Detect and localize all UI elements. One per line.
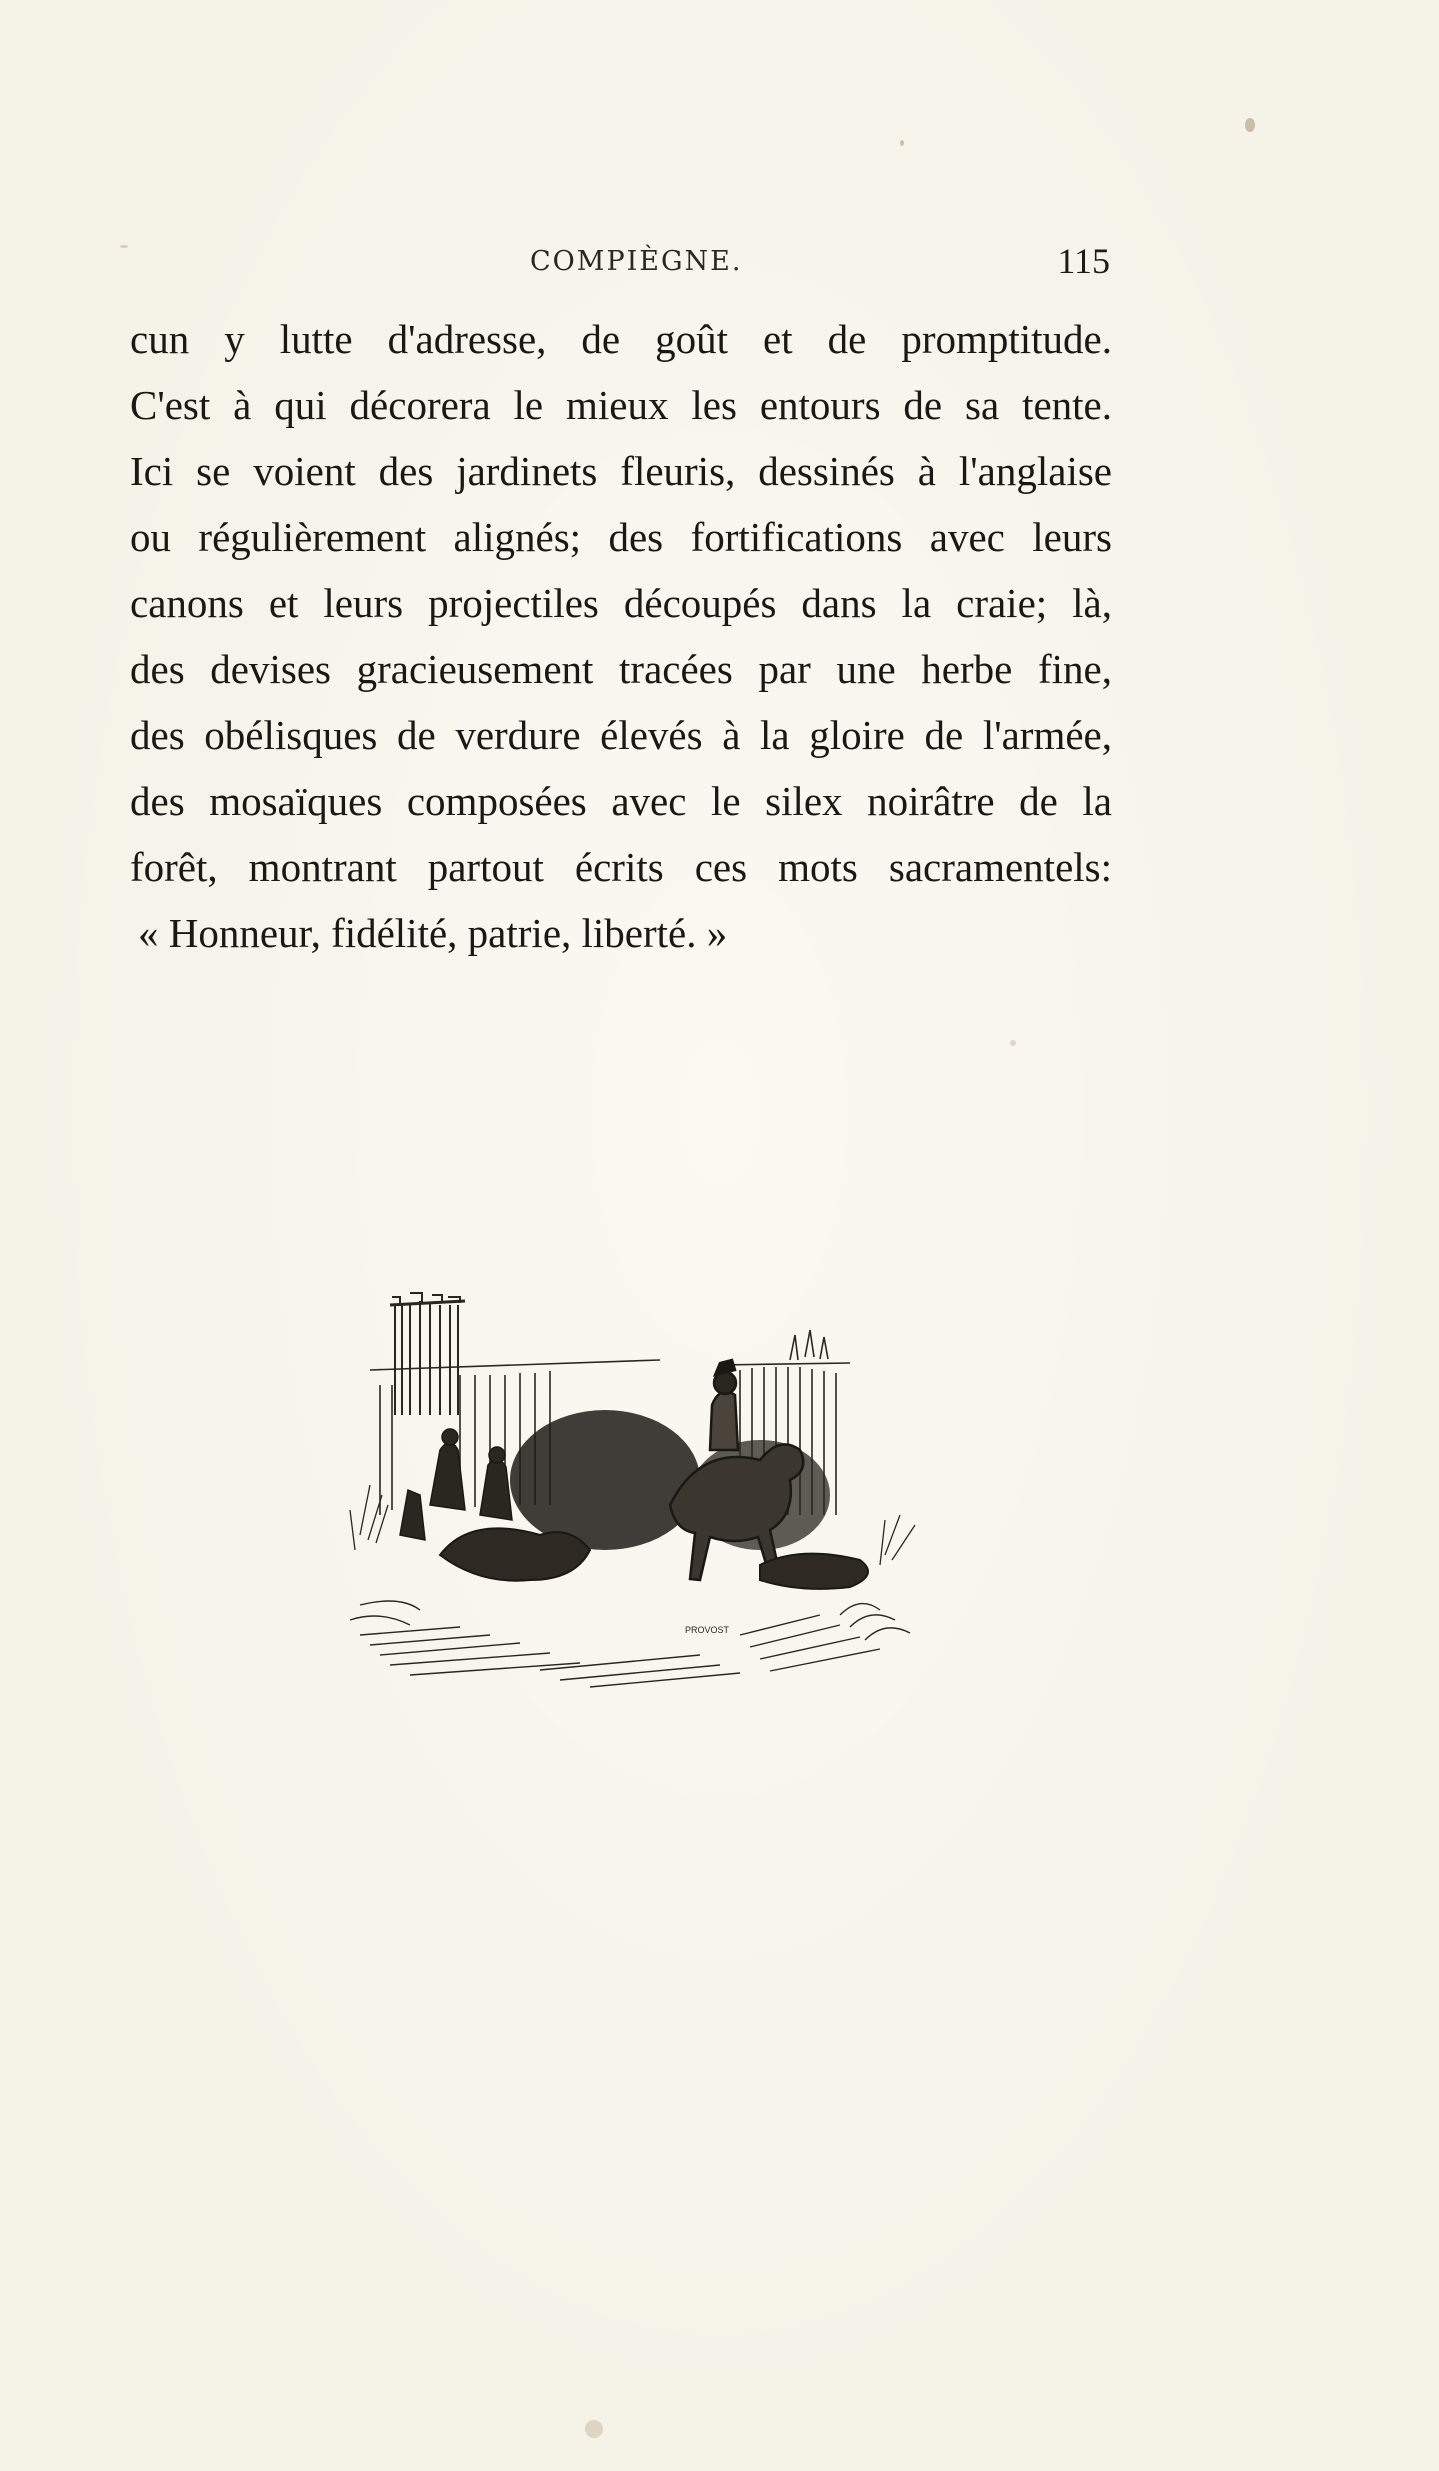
text-line: Ici se voient des jardinets fleuris, dessinés à l'anglaise — [130, 448, 1112, 494]
text-line: des obélisques de verdure élevés à la gloire de l'armée, — [130, 712, 1112, 758]
text-line: ou régulièrement alignés; des fortifications avec leurs — [130, 514, 1112, 560]
text-line: forêt, montrant partout écrits ces mots sacramentels: — [130, 844, 1112, 890]
body-paragraph — [130, 306, 1112, 966]
text-line: des mosaïques composées avec le silex noirâtre de la — [130, 778, 1112, 824]
artist-signature: PROVOST — [685, 1625, 730, 1635]
text-line: des devises gracieusement tracées par une herbe fine, — [130, 646, 1112, 692]
castle-tower — [390, 1293, 465, 1415]
ground-hatching — [350, 1601, 910, 1687]
soldiers — [400, 1429, 512, 1540]
text-line: canons et leurs projectiles découpés dans la craie; là, — [130, 580, 1112, 626]
running-head — [130, 240, 1110, 290]
text-line: C'est à qui décorera le mieux les entours de sa tente. — [130, 382, 1112, 428]
text-line: cun y lutte d'adresse, de goût et de promptitude. — [130, 316, 1112, 362]
text-line-last: « Honneur, fidélité, patrie, liberté. » — [138, 910, 728, 956]
dark-gateway — [510, 1410, 700, 1550]
running-title: COMPIÈGNE. — [530, 246, 743, 277]
page-number: 115 — [1057, 241, 1110, 281]
engraved-vignette — [340, 1275, 940, 1725]
